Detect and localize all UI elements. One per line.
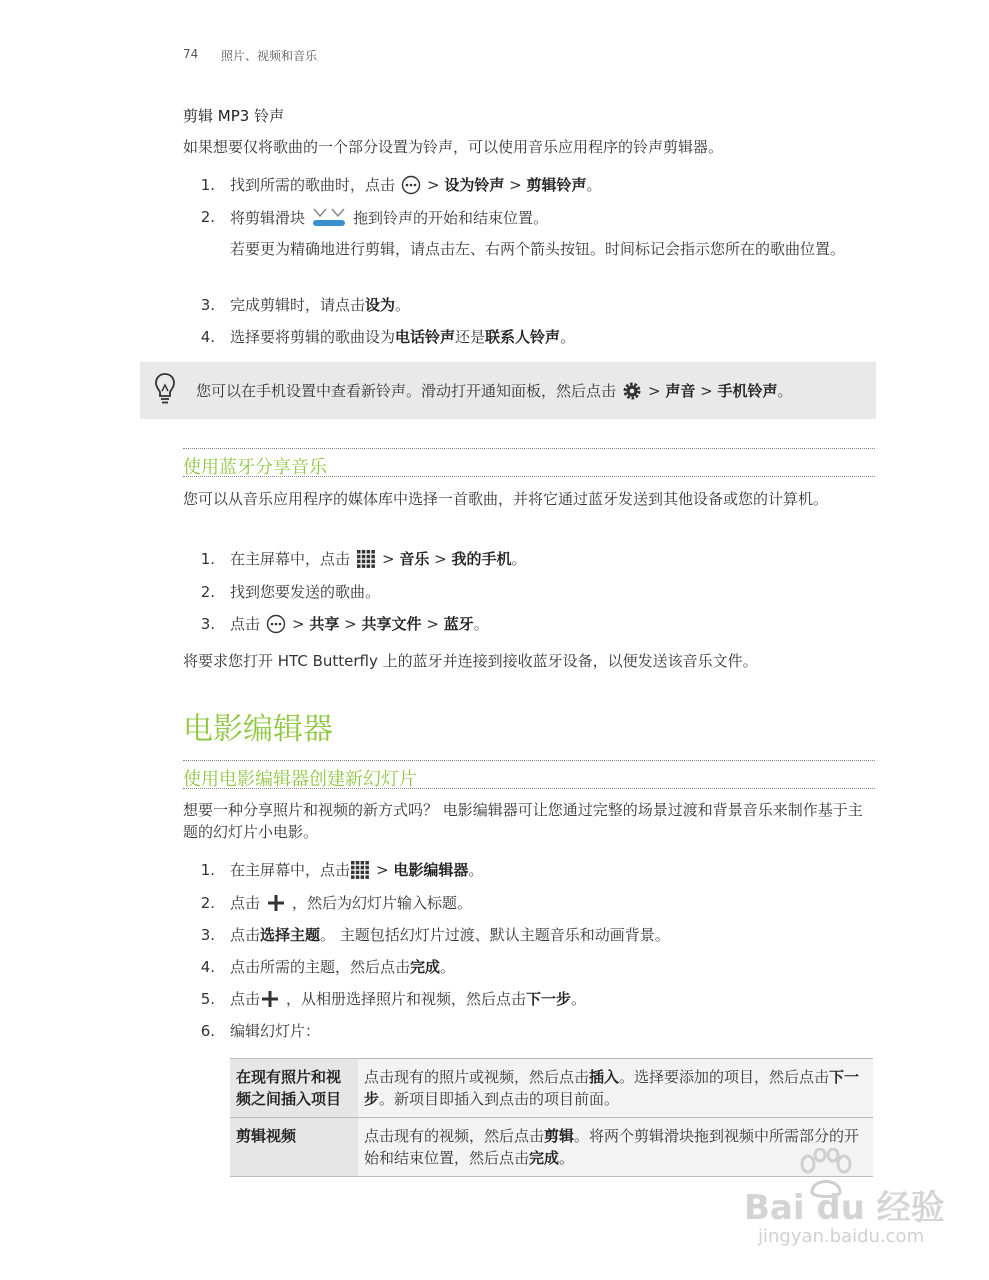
table-key-cell: 在现有照片和视频之间插入项目 [230,1059,358,1118]
menu-trim: 剪辑 [544,1127,575,1145]
step-text: 找到您要发送的歌曲。 [230,583,381,601]
punctuation: 。 [395,296,411,314]
section-title-trim: 剪辑 MP3 铃声 [183,107,285,125]
all-apps-grid-icon [350,860,370,880]
menu-select-theme: 选择主题 [260,926,321,944]
step-text: 点击 [230,615,261,633]
menu-contact-ringtone: 联系人铃声 [485,328,561,346]
step-text: 在主屏幕中，点击 [230,550,351,568]
bluetooth-intro: 您可以从音乐应用程序的媒体库中选择一首歌曲，并将它通过蓝牙发送到其他设备或您的计算机。 [183,490,829,508]
section-divider [183,476,875,477]
step-number: 3. [200,615,215,633]
cell-text: 。新项目即插入到点击的项目前面。 [379,1090,620,1108]
movie-intro: 想要一种分享照片和视频的新方式吗？ 电影编辑器可让您通过完整的场景过渡和背景音乐来制作基于主题的幻灯片小电影。 [183,801,863,841]
section-divider [183,788,875,789]
step-text: 点击 [230,926,261,944]
menu-phone-ringtone: 手机铃声 [717,382,778,400]
step-number: 2. [200,208,215,226]
table-row [230,1059,873,1118]
section-divider [183,448,875,449]
menu-trim-ringtone: 剪辑铃声 [526,176,587,194]
punctuation: 。 [560,328,576,346]
menu-next: 下一步 [364,1068,860,1108]
trim-step-4 [230,326,575,347]
bluetooth-step-1 [230,548,527,569]
punctuation: 。 [440,958,456,976]
step-number: 2. [200,583,215,601]
punctuation: 。 [473,615,489,633]
table-key-cell: 剪辑视频 [230,1118,358,1177]
all-apps-grid-icon [356,549,376,569]
arrow-separator: > [509,175,522,194]
more-icon [401,175,421,195]
punctuation: 。 [511,550,527,568]
page-number: 74 [183,47,199,61]
menu-done: 完成 [410,958,441,976]
trim-step-3 [230,294,410,315]
arrow-separator: > [376,860,389,879]
trim-step-2-note: 若要更为精确地进行剪辑，请点击左、右两个箭头按钮。时间标记会指示您所在的歌曲位置。 [230,240,846,258]
more-icon [266,614,286,634]
movie-step-3 [230,924,670,945]
trim-step-1 [230,174,602,195]
step-number: 1. [200,550,215,568]
punctuation: 。 [571,990,587,1008]
step-number: 3. [200,926,215,944]
menu-share: 共享 [309,615,340,633]
step-text: 选择要将剪辑的歌曲设为 [230,328,396,346]
chapter-heading-movie-editor: 电影编辑器 [183,712,333,747]
menu-set: 设为 [365,296,396,314]
step-text: 拖到铃声的开始和结束位置。 [353,208,549,227]
step-text: 编辑幻灯片： [230,1022,321,1040]
movie-step-4 [230,956,455,977]
baidu-jingyan-watermark [744,1148,945,1248]
settings-gear-icon [622,381,642,401]
punctuation: 。 [468,861,484,879]
tip-text-part: 您可以在手机设置中查看新铃声。滑动打开通知面板，然后点击 [196,382,617,400]
menu-done: 完成 [529,1149,560,1167]
step-number: 6. [200,1022,215,1040]
trim-step-2 [230,205,548,229]
bluetooth-step-2 [230,581,380,602]
arrow-separator: > [700,381,713,400]
watermark-url: jingyan.baidu.com [758,1226,925,1247]
plus-icon [266,893,286,913]
step-text: 完成剪辑时，请点击 [230,296,366,314]
plus-icon [260,989,280,1009]
menu-movie-editor: 电影编辑器 [393,861,469,879]
step-number: 2. [200,894,215,912]
arrow-separator: > [427,175,440,194]
bluetooth-outro: 将要求您打开 HTC Butterfly 上的蓝牙并连接到接收蓝牙设备，以便发送该音乐文件。 [183,652,758,670]
cell-text: 点击现有的视频，然后点击 [364,1127,545,1145]
menu-phone-ringtone: 电话铃声 [395,328,456,346]
step-text: 找到所需的歌曲时，点击 [230,176,396,194]
arrow-separator: > [434,549,447,568]
section-title-bluetooth: 使用蓝牙分享音乐 [183,457,327,478]
cell-text: 。将两个剪辑滑块拖到视频中所需部分的开始和结束位置，然后点击 [364,1127,860,1167]
menu-my-phone: 我的手机 [451,550,512,568]
step-text: 在主屏幕中，点击 [230,861,351,879]
menu-bluetooth: 蓝牙 [443,615,474,633]
movie-step-1 [230,859,483,880]
cell-text: 。 [559,1149,575,1167]
menu-set-ringtone: 设为铃声 [444,176,505,194]
step-text: 将剪辑滑块 [230,208,306,227]
step-number: 4. [200,958,215,976]
trim-slider-icon [311,205,347,229]
movie-step-2 [230,892,472,913]
menu-insert: 插入 [589,1068,620,1086]
cell-text: 点击现有的照片或视频，然后点击 [364,1068,590,1086]
cell-text: 。选择要添加的项目，然后点击 [619,1068,830,1086]
chapter-title: 照片、视频和音乐 [221,49,318,63]
arrow-separator: > [648,381,661,400]
trim-intro: 如果想要仅将歌曲的一个部分设置为铃声，可以使用音乐应用程序的铃声剪辑器。 [183,138,724,156]
menu-next: 下一步 [526,990,572,1008]
arrow-separator: > [344,614,357,633]
menu-share-file: 共享文件 [361,615,422,633]
step-text: ，然后为幻灯片输入标题。 [292,894,473,912]
bluetooth-step-3 [230,613,489,634]
step-number: 1. [200,176,215,194]
lightbulb-icon [154,372,176,406]
movie-step-6 [230,1020,320,1041]
step-number: 3. [200,296,215,314]
section-divider [183,760,875,761]
tip-text [196,380,793,401]
step-number: 5. [200,990,215,1008]
step-text: 点击 [230,990,261,1008]
movie-step-5 [230,988,586,1009]
step-number: 4. [200,328,215,346]
step-text: 还是 [455,328,486,346]
watermark-brand: Bai du 经验 [744,1188,945,1228]
step-number: 1. [200,861,215,879]
section-title-slideshow: 使用电影编辑器创建新幻灯片 [183,769,417,790]
arrow-separator: > [292,614,305,633]
arrow-separator: > [382,549,395,568]
menu-music: 音乐 [399,550,430,568]
table-value-cell [358,1059,873,1118]
step-text: 点击所需的主题，然后点击 [230,958,411,976]
punctuation: 。 [586,176,602,194]
step-text: ，从相册选择照片和视频，然后点击 [286,990,527,1008]
menu-sound: 声音 [665,382,696,400]
step-text: 点击 [230,894,261,912]
step-text: 。 主题包括幻灯片过渡、默认主题音乐和动画背景。 [320,926,670,944]
arrow-separator: > [426,614,439,633]
punctuation: 。 [777,382,793,400]
